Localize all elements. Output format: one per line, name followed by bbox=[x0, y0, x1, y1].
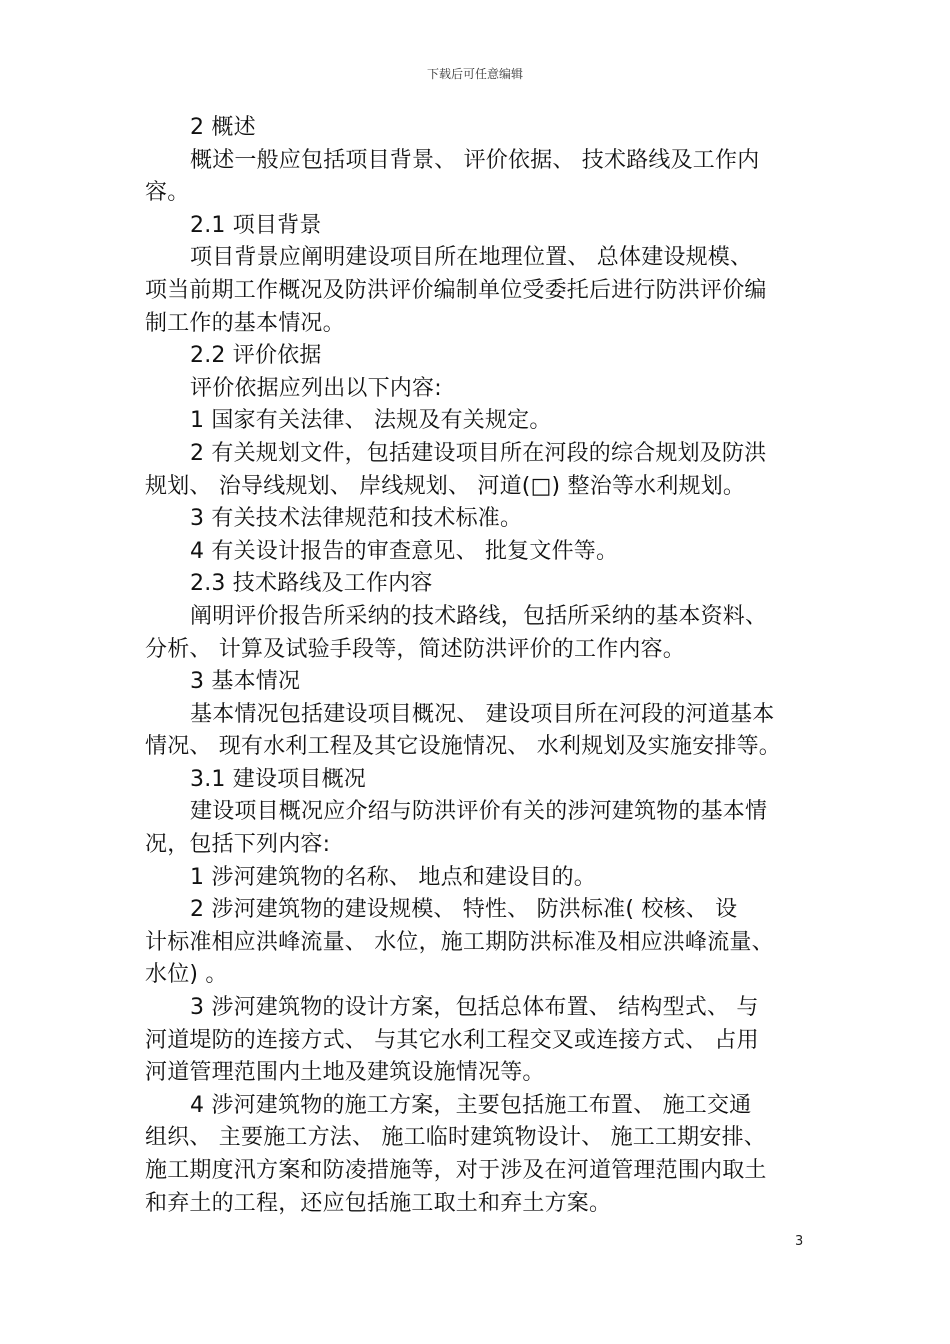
list-item: 3 涉河建筑物的设计方案，包括总体布置、 结构型式、 与 bbox=[190, 995, 759, 1021]
list-item: 1 国家有关法律、 法规及有关规定。 bbox=[190, 408, 552, 434]
heading-2-3: 2.3 技术路线及工作内容 bbox=[190, 571, 433, 597]
paragraph-line: 阐明评价报告所采纳的技术路线，包括所采纳的基本资料、 bbox=[190, 603, 768, 629]
paragraph-line: 况，包括下列内容: bbox=[145, 832, 331, 858]
paragraph-line: 基本情况包括建设项目概况、 建设项目所在河段的河道基本 bbox=[190, 701, 775, 727]
heading-2-2: 2.2 评价依据 bbox=[190, 343, 322, 369]
list-item-continuation: 施工期度汛方案和防凌措施等，对于涉及在河道管理范围内取土 bbox=[145, 1158, 767, 1183]
list-item: 2 有关规划文件，包括建设项目所在河段的综合规划及防洪 bbox=[190, 440, 767, 466]
heading-3-1: 3.1 建设项目概况 bbox=[190, 766, 366, 792]
list-item-continuation: 河道管理范围内土地及建筑设施情况等。 bbox=[145, 1060, 545, 1086]
list-item-continuation: 组织、 主要施工方法、 施工临时建筑物设计、 施工工期安排、 bbox=[145, 1125, 766, 1151]
document-body bbox=[145, 112, 807, 1220]
heading-3: 3 基本情况 bbox=[190, 669, 301, 695]
paragraph-line: 评价依据应列出以下内容: bbox=[190, 375, 442, 401]
paragraph-line: 情况、 现有水利工程及其它设施情况、 水利规划及实施安排等。 bbox=[145, 734, 781, 760]
paragraph-line: 建设项目概况应介绍与防洪评价有关的涉河建筑物的基本情 bbox=[190, 799, 768, 825]
list-item: 3 有关技术法律规范和技术标准。 bbox=[190, 506, 523, 532]
paragraph-line: 容。 bbox=[145, 180, 190, 206]
list-item: 2 涉河建筑物的建设规模、 特性、 防洪标准( 校核、 设 bbox=[190, 897, 738, 923]
list-item: 4 有关设计报告的审查意见、 批复文件等。 bbox=[190, 538, 619, 564]
list-item-continuation: 水位) 。 bbox=[145, 962, 228, 988]
list-item-continuation: 和弃土的工程，还应包括施工取土和弃土方案。 bbox=[145, 1190, 612, 1216]
list-item-continuation: 计标准相应洪峰流量、 水位，施工期防洪标准及相应洪峰流量、 bbox=[145, 929, 774, 955]
list-item: 4 涉河建筑物的施工方案，主要包括施工布置、 施工交通 bbox=[190, 1092, 752, 1118]
page-header: 下载后可任意编辑 bbox=[426, 67, 523, 81]
paragraph-line: 概述一般应包括项目背景、 评价依据、 技术路线及工作内 bbox=[190, 147, 760, 173]
heading-2: 2 概述 bbox=[190, 115, 256, 140]
paragraph-line: 项目背景应阐明建设项目所在地理位置、 总体建设规模、 bbox=[190, 245, 753, 271]
page-number: 3 bbox=[795, 1234, 804, 1249]
heading-2-1: 2.1 项目背景 bbox=[190, 212, 322, 238]
paragraph-line: 分析、 计算及试验手段等，简述防洪评价的工作内容。 bbox=[145, 636, 685, 662]
list-item-continuation: 河道堤防的连接方式、 与其它水利工程交叉或连接方式、 占用 bbox=[145, 1027, 759, 1053]
paragraph-line: 项当前期工作概况及防洪评价编制单位受委托后进行防洪评价编 bbox=[145, 277, 767, 303]
list-item-continuation: 规划、 治导线规划、 岸线规划、 河道(□) 整治等水利规划。 bbox=[145, 473, 746, 499]
list-item: 1 涉河建筑物的名称、 地点和建设目的。 bbox=[190, 864, 596, 890]
paragraph-line: 制工作的基本情况。 bbox=[145, 310, 345, 336]
